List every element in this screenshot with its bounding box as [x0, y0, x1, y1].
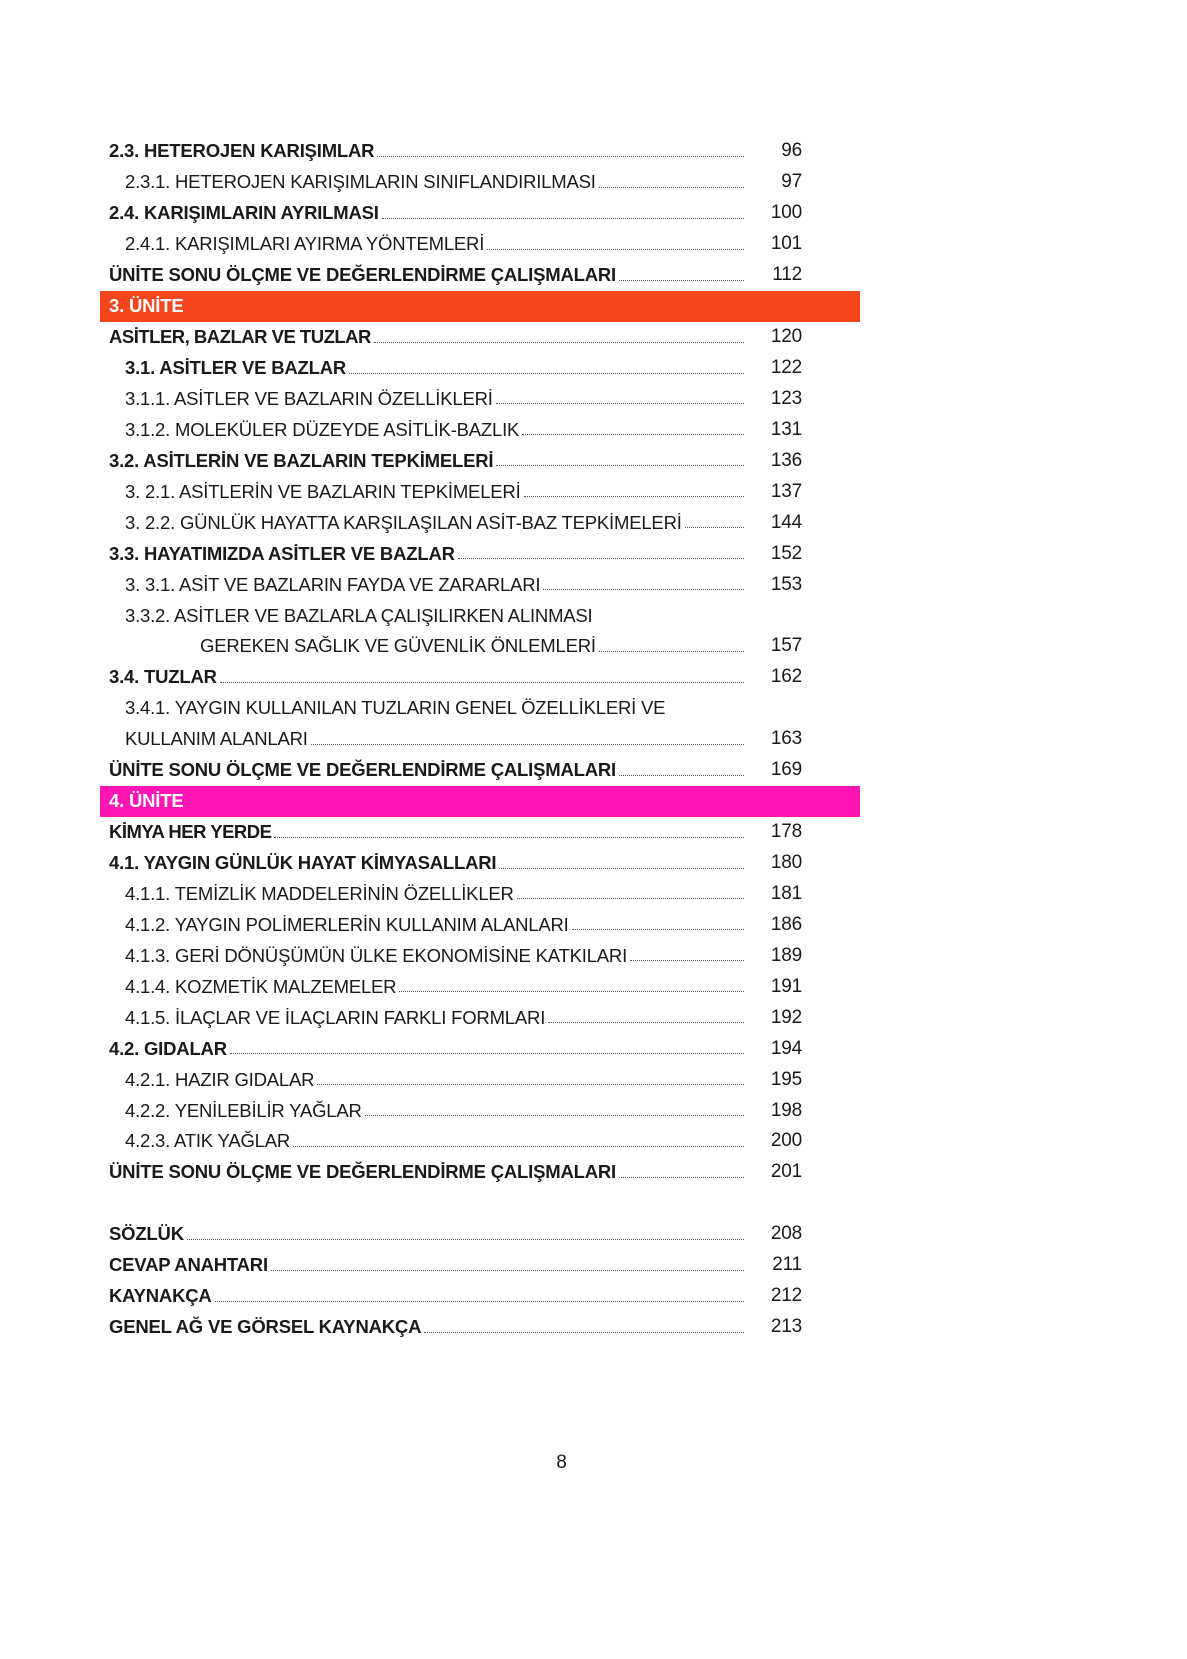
toc-entry[interactable] [100, 136, 860, 167]
dot-leader [311, 734, 744, 745]
toc-page-number: 213 [770, 1316, 802, 1338]
dot-leader [599, 177, 744, 188]
toc-page-number: 153 [770, 573, 802, 595]
dot-leader [496, 393, 744, 404]
dot-leader [517, 888, 744, 899]
toc-page-number: 212 [770, 1285, 802, 1307]
toc-entry-title: 4.2.1. HAZIR GIDALAR [125, 1068, 315, 1090]
toc-entry-title: GEREKEN SAĞLIK VE GÜVENLİK ÖNLEMLERİ [200, 635, 596, 657]
dot-leader [487, 239, 744, 250]
toc-entry[interactable] [100, 1126, 860, 1157]
toc-page-number: 195 [770, 1068, 802, 1090]
toc-entry[interactable] [100, 353, 860, 384]
toc-page-number: 152 [770, 542, 802, 564]
dot-leader [522, 424, 744, 435]
toc-entry-title: 2.4. KARIŞIMLARIN AYRILMASI [109, 202, 379, 224]
dot-leader [548, 1012, 744, 1023]
dot-leader [215, 1291, 744, 1302]
toc-entry[interactable] [100, 1250, 860, 1281]
toc-page-number: 211 [772, 1254, 802, 1276]
toc-entry[interactable] [100, 1002, 860, 1033]
dot-leader [399, 981, 744, 992]
toc-entry-title: 3.1.2. MOLEKÜLER DÜZEYDE ASİTLİK-BAZLIK [125, 418, 520, 440]
toc-entry-title: 4.1.4. KOZMETİK MALZEMELER [125, 975, 397, 997]
dot-leader [220, 672, 744, 683]
toc-entry-title: 4.2.3. ATIK YAĞLAR [125, 1130, 291, 1152]
toc-entry-title: 4.1.1. TEMİZLİK MADDELERİNİN ÖZELLİKLER [125, 882, 514, 904]
toc-entry-title: 3.3.2. ASİTLER VE BAZLARLA ÇALIŞILIRKEN ALINMASI [125, 604, 593, 626]
dot-leader [496, 455, 744, 466]
toc-entry-title: CEVAP ANAHTARI [109, 1254, 268, 1276]
toc-entry[interactable] [100, 229, 860, 260]
toc-entry[interactable] [100, 507, 860, 538]
toc-entry-title: 3.2. ASİTLERİN VE BAZLARIN TEPKİMELERİ [109, 449, 494, 471]
toc-entry[interactable] [100, 476, 860, 507]
toc-page-number: 112 [772, 264, 802, 286]
toc-entry[interactable] [100, 198, 860, 229]
toc-entry[interactable] [100, 848, 860, 879]
toc-entry-title: ÜNİTE SONU ÖLÇME VE DEĞERLENDİRME ÇALIŞMALARI [109, 264, 616, 286]
dot-leader [424, 1322, 744, 1333]
dot-leader [685, 517, 744, 528]
toc-entry-title: ÜNİTE SONU ÖLÇME VE DEĞERLENDİRME ÇALIŞMALARI [109, 759, 616, 781]
toc-page-number: 144 [770, 511, 802, 533]
dot-leader [271, 1260, 744, 1271]
dot-leader [349, 363, 744, 374]
page-number: 8 [556, 1452, 567, 1473]
dot-leader [619, 270, 744, 281]
toc-page-number: 198 [770, 1099, 802, 1121]
toc-entry[interactable] [100, 1064, 860, 1095]
toc-entry-title: 3.1. ASİTLER VE BAZLAR [125, 357, 347, 379]
toc-page-number: 120 [770, 326, 802, 348]
dot-leader [524, 486, 744, 497]
toc-page-number: 200 [770, 1130, 802, 1152]
toc-entry[interactable] [100, 260, 860, 291]
toc-page-number: 189 [770, 944, 802, 966]
toc-entry[interactable] [100, 538, 860, 569]
dot-leader [572, 919, 744, 930]
toc-entry-title: 3.3. HAYATIMIZDA ASİTLER VE BAZLAR [109, 542, 455, 564]
toc-entry[interactable] [100, 909, 860, 940]
toc-entry[interactable] [100, 167, 860, 198]
toc-entry[interactable] [100, 445, 860, 476]
dot-leader [599, 641, 744, 652]
dot-leader [293, 1136, 744, 1147]
toc-entry[interactable] [100, 817, 860, 848]
toc-entry[interactable] [100, 755, 860, 786]
toc-page-number: 123 [770, 387, 802, 409]
toc-entry[interactable] [100, 569, 860, 600]
dot-leader [317, 1074, 744, 1085]
toc-entry-title: 3.4.1. YAYGIN KULLANILAN TUZLARIN GENEL ÖZELLİKLERİ VE [125, 697, 666, 719]
toc-entry[interactable] [100, 1312, 860, 1343]
toc-page-number: 208 [770, 1223, 802, 1245]
toc-page-number: 101 [770, 233, 802, 255]
toc-entry-title: 4.1. YAYGIN GÜNLÜK HAYAT KİMYASALLARI [109, 852, 497, 874]
toc-entry[interactable] [100, 1281, 860, 1312]
toc-entry-title: 3. 3.1. ASİT VE BAZLARIN FAYDA VE ZARARLARI [125, 573, 541, 595]
toc-entry-title: KAYNAKÇA [109, 1285, 212, 1307]
toc-page-number: 169 [770, 759, 802, 781]
toc-entry[interactable] [100, 322, 860, 353]
toc-entry-title: KULLANIM ALANLARI [125, 728, 308, 750]
toc-entry[interactable] [100, 693, 860, 724]
toc-entry-title: 4.1.3. GERİ DÖNÜŞÜMÜN ÜLKE EKONOMİSİNE KATKILARI [125, 944, 628, 966]
dot-leader [499, 858, 744, 869]
toc-page-number: 131 [770, 418, 802, 440]
toc-page-number: 157 [770, 635, 802, 657]
toc-entry[interactable] [100, 1219, 860, 1250]
unit-title: 4. ÜNİTE [109, 790, 184, 812]
dot-leader [619, 1167, 744, 1178]
dot-leader [230, 1043, 744, 1054]
table-of-contents [100, 136, 860, 1343]
toc-entry-title: 2.3. HETEROJEN KARIŞIMLAR [109, 140, 375, 162]
toc-entry-title: 3. 2.2. GÜNLÜK HAYATTA KARŞILAŞILAN ASİT-BAZ TEPKİMELERİ [125, 511, 682, 533]
toc-entry[interactable] [100, 600, 860, 631]
unit-header [100, 786, 860, 817]
toc-entry[interactable] [100, 414, 860, 445]
dot-leader [274, 827, 744, 838]
dot-leader [630, 950, 744, 961]
toc-page-number: 137 [770, 480, 802, 502]
toc-entry[interactable] [100, 724, 860, 755]
toc-page-number: 100 [770, 202, 802, 224]
spacer [100, 1188, 860, 1219]
toc-entry-title: 4.2. GIDALAR [109, 1037, 227, 1059]
dot-leader [619, 765, 744, 776]
unit-header [100, 291, 860, 322]
toc-entry-title: ASİTLER, BAZLAR VE TUZLAR [109, 326, 371, 348]
dot-leader [543, 579, 744, 590]
toc-page-number: 162 [770, 666, 802, 688]
toc-page-number: 96 [781, 140, 802, 162]
dot-leader [374, 332, 744, 343]
toc-page-number: 191 [770, 975, 802, 997]
toc-entry-title: 3.1.1. ASİTLER VE BAZLARIN ÖZELLİKLERİ [125, 387, 493, 409]
toc-page-number: 201 [770, 1161, 802, 1183]
toc-page-number: 186 [770, 913, 802, 935]
toc-page-number: 163 [770, 728, 802, 750]
toc-entry[interactable] [100, 1095, 860, 1126]
toc-entry-title: GENEL AĞ VE GÖRSEL KAYNAKÇA [109, 1316, 422, 1338]
toc-entry[interactable] [100, 971, 860, 1002]
toc-entry[interactable] [100, 1033, 860, 1064]
toc-entry[interactable] [100, 631, 860, 662]
toc-entry-title: 4.1.2. YAYGIN POLİMERLERİN KULLANIM ALANLARI [125, 913, 569, 935]
toc-entry-title: SÖZLÜK [109, 1223, 184, 1245]
toc-entry-title: 2.4.1. KARIŞIMLARI AYIRMA YÖNTEMLERİ [125, 233, 485, 255]
toc-entry-title: KİMYA HER YERDE [109, 821, 272, 843]
toc-entry[interactable] [100, 879, 860, 910]
toc-entry-title: 3.4. TUZLAR [109, 666, 217, 688]
dot-leader [365, 1105, 744, 1116]
dot-leader [377, 146, 744, 157]
toc-entry-title: 2.3.1. HETEROJEN KARIŞIMLARIN SINIFLANDIRILMASI [125, 171, 596, 193]
dot-leader [458, 548, 744, 559]
toc-page-number: 122 [770, 357, 802, 379]
dot-leader [187, 1229, 744, 1240]
toc-entry-title: ÜNİTE SONU ÖLÇME VE DEĞERLENDİRME ÇALIŞMALARI [109, 1161, 616, 1183]
toc-page-number: 192 [770, 1006, 802, 1028]
toc-entry[interactable] [100, 1157, 860, 1188]
toc-entry[interactable] [100, 384, 860, 415]
toc-page-number: 97 [781, 171, 802, 193]
unit-title: 3. ÜNİTE [109, 295, 184, 317]
dot-leader [382, 208, 744, 219]
toc-entry-title: 4.2.2. YENİLEBİLİR YAĞLAR [125, 1099, 362, 1121]
toc-page-number: 178 [770, 821, 802, 843]
toc-entry-title: 3. 2.1. ASİTLERİN VE BAZLARIN TEPKİMELERİ [125, 480, 521, 502]
toc-page-number: 136 [770, 449, 802, 471]
toc-entry[interactable] [100, 940, 860, 971]
toc-page-number: 194 [770, 1037, 802, 1059]
toc-entry[interactable] [100, 662, 860, 693]
toc-entry-title: 4.1.5. İLAÇLAR VE İLAÇLARIN FARKLI FORMLARI [125, 1006, 546, 1028]
toc-page-number: 181 [770, 882, 802, 904]
toc-page-number: 180 [770, 852, 802, 874]
